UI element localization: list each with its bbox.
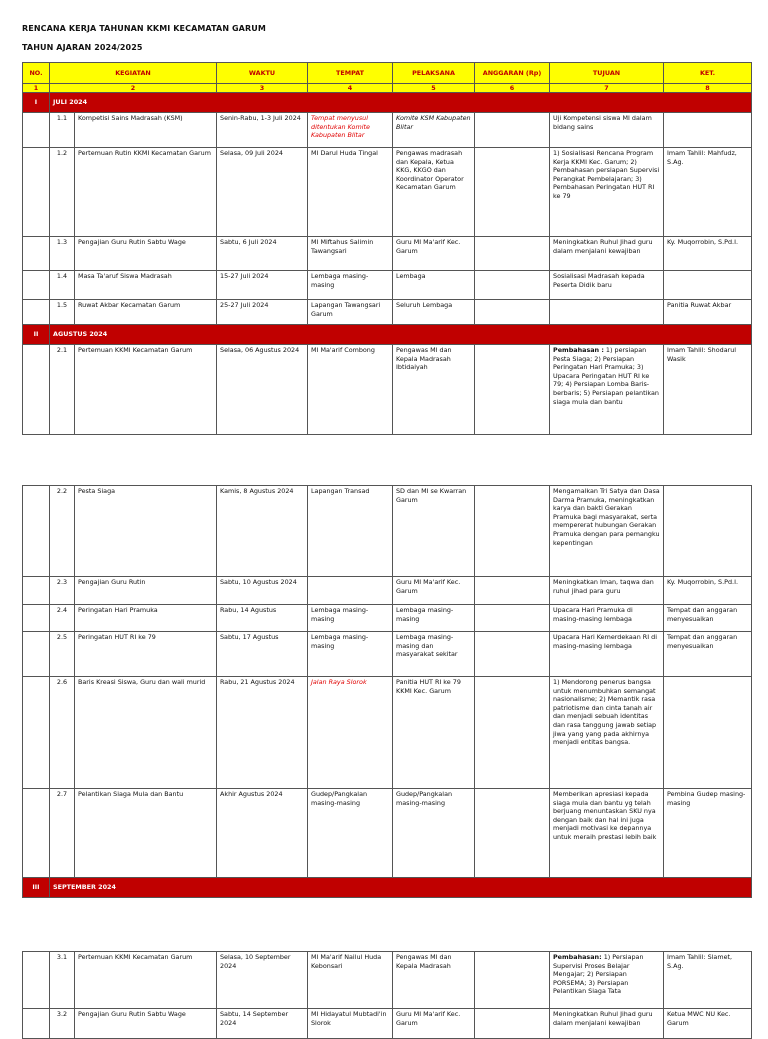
cell-kegiatan: Baris Kreasi Siswa, Guru dan wali murid [75, 677, 217, 789]
header-tujuan: TUJUAN [550, 63, 664, 84]
document-subtitle: TAHUN AJARAN 2024/2025 [22, 43, 143, 52]
cell-waktu: Rabu, 14 Agustus [217, 605, 308, 632]
cell-tujuan: 1) Sosialisasi Rencana Program Kerja KKMI Kec. Garum; 2) Pembahasan persiapan Supervisi Perangkat Pembelajaran; 3) Pembahasan Peringatan HUT RI ke 79 [550, 148, 664, 237]
cell-tujuan: Meningkatkan Ruhul Jihad guru dalam menjalani kewajiban [550, 237, 664, 271]
work-plan-table-page3 [22, 951, 752, 1039]
cell-kegiatan: Pengajian Guru Rutin [75, 577, 217, 605]
section-row-juli [23, 93, 752, 113]
cell-kegiatan: Pengajian Guru Rutin Sabtu Wage [75, 237, 217, 271]
cell-tempat: MI Ma'arif Combong [308, 345, 393, 435]
section-label: AGUSTUS 2024 [50, 325, 752, 345]
header-no: NO. [23, 63, 50, 84]
section-row-september [23, 878, 752, 898]
header-pelaksana: PELAKSANA [393, 63, 475, 84]
table-row [23, 789, 752, 878]
cell-ket [664, 113, 752, 148]
cell-ket: Panitia Ruwat Akbar [664, 300, 752, 325]
row-number: 1.2 [50, 148, 75, 237]
row-number: 3.2 [50, 1009, 75, 1039]
cell-tujuan [550, 952, 664, 1009]
section-number: I [23, 93, 50, 113]
cell-anggaran [475, 237, 550, 271]
table-row [23, 345, 752, 435]
cell-tujuan [550, 345, 664, 435]
cell-waktu: Rabu, 21 Agustus 2024 [217, 677, 308, 789]
cell-tempat: MI Darul Huda Tingal [308, 148, 393, 237]
table-row [23, 237, 752, 271]
cell-waktu: Selasa, 10 September 2024 [217, 952, 308, 1009]
document-title: RENCANA KERJA TAHUNAN KKMI KECAMATAN GARUM [22, 24, 266, 33]
cell-kegiatan: Pertemuan KKMI Kecamatan Garum [75, 952, 217, 1009]
cell-kegiatan: Pertemuan Rutin KKMI Kecamatan Garum [75, 148, 217, 237]
cell-tujuan: Sosialisasi Madrasah kepada Peserta Didik baru [550, 271, 664, 300]
work-plan-table-page1 [22, 62, 752, 435]
section-number: II [23, 325, 50, 345]
col-number: 5 [393, 84, 475, 93]
cell-waktu: Sabtu, 14 September 2024 [217, 1009, 308, 1039]
cell-waktu: 15-27 Juli 2024 [217, 271, 308, 300]
col-number: 1 [23, 84, 50, 93]
cell-pelaksana: Panitia HUT RI ke 79 KKMI Kec. Garum [393, 677, 475, 789]
cell-waktu: Sabtu, 6 Juli 2024 [217, 237, 308, 271]
cell-ket [664, 677, 752, 789]
cell-ket: Pembina Gudep masing-masing [664, 789, 752, 878]
cell-kegiatan: Pertemuan KKMI Kecamatan Garum [75, 345, 217, 435]
tujuan-label: Pembahasan : [553, 346, 604, 354]
col-number: 2 [50, 84, 217, 93]
header-anggaran: ANGGARAN (Rp) [475, 63, 550, 84]
cell-tempat: MI Hidayatul Mubtadi'in Slorok [308, 1009, 393, 1039]
cell-tempat: MI Miftahus Salimin Tawangsari [308, 237, 393, 271]
cell-waktu: Kamis, 8 Agustus 2024 [217, 486, 308, 577]
row-number: 1.1 [50, 113, 75, 148]
row-number: 2.2 [50, 486, 75, 577]
section-row-agustus [23, 325, 752, 345]
table-row [23, 632, 752, 677]
cell-ket: Imam Tahlil: Shodarul Wasik [664, 345, 752, 435]
cell-anggaran [475, 605, 550, 632]
cell-anggaran [475, 789, 550, 878]
cell-pelaksana: Seluruh Lembaga [393, 300, 475, 325]
table-row [23, 577, 752, 605]
row-number: 2.5 [50, 632, 75, 677]
cell-kegiatan: Masa Ta'aruf Siswa Madrasah [75, 271, 217, 300]
cell-tempat: Lembaga masing-masing [308, 605, 393, 632]
section-label: JULI 2024 [50, 93, 752, 113]
cell-kegiatan: Pelantikan Siaga Mula dan Bantu [75, 789, 217, 878]
cell-ket [664, 486, 752, 577]
cell-waktu: 25-27 Juli 2024 [217, 300, 308, 325]
table-row [23, 148, 752, 237]
header-kegiatan: KEGIATAN [50, 63, 217, 84]
cell-tujuan: Meningkatkan Iman, taqwa dan ruhul jihad para guru [550, 577, 664, 605]
cell-anggaran [475, 632, 550, 677]
table-row [23, 952, 752, 1009]
row-number: 1.5 [50, 300, 75, 325]
cell-tempat [308, 577, 393, 605]
cell-tujuan: 1) Mendorong penerus bangsa untuk menumbuhkan semangat nasionalisme; 2) Memantik rasa patriotisme dan cinta tanah air dan menjadi sebuah identitas dan rasa tanggung jawab setiap jiwa yang yang pada akhirnya menjadi entitas bangsa. [550, 677, 664, 789]
cell-ket: Ketua MWC NU Kec. Garum [664, 1009, 752, 1039]
cell-tempat: Gudep/Pangkalan masing-masing [308, 789, 393, 878]
cell-pelaksana: Pengawas MI dan Kepala Madrasah [393, 952, 475, 1009]
cell-waktu: Sabtu, 17 Agustus [217, 632, 308, 677]
table-row [23, 113, 752, 148]
cell-ket: Ky. Muqorrobin, S.Pd.I. [664, 577, 752, 605]
cell-pelaksana: Lembaga masing-masing dan masyarakat sekitar [393, 632, 475, 677]
col-number: 8 [664, 84, 752, 93]
cell-ket: Tempat dan anggaran menyesuaikan [664, 632, 752, 677]
cell-tujuan: Upacara Hari Kemerdekaan RI di masing-masing lembaga [550, 632, 664, 677]
cell-anggaran [475, 952, 550, 1009]
cell-pelaksana: Guru MI Ma'arif Kec. Garum [393, 237, 475, 271]
row-number: 2.4 [50, 605, 75, 632]
cell-ket [664, 271, 752, 300]
cell-kegiatan: Ruwat Akbar Kecamatan Garum [75, 300, 217, 325]
cell-anggaran [475, 577, 550, 605]
cell-tujuan [550, 300, 664, 325]
cell-tempat: MI Ma'arif Nailul Huda Kebonsari [308, 952, 393, 1009]
cell-tujuan: Memberikan apresiasi kepada siaga mula dan bantu yg telah berjuang menuntaskan SKU nya dengan baik dan hal ini juga menjadi motivasi ke depannya untuk meraih prestasi lebih baik [550, 789, 664, 878]
cell-waktu: Akhir Agustus 2024 [217, 789, 308, 878]
cell-tempat: Lembaga masing-masing [308, 271, 393, 300]
cell-anggaran [475, 677, 550, 789]
tujuan-text: 1) persiapan Pesta Siaga; 2) Persiapan Peringatan Hari Pramuka; 3) Upacara Peringatan HUT RI ke 79; 4) Persiapan Lomba Baris-berbaris; 5) Persiapan pelantikan siaga mula dan bantu [553, 346, 659, 406]
header-waktu: WAKTU [217, 63, 308, 84]
section-label: SEPTEMBER 2024 [50, 878, 752, 898]
cell-tempat: Jalan Raya Slorok [308, 677, 393, 789]
col-number: 7 [550, 84, 664, 93]
table-row [23, 486, 752, 577]
cell-kegiatan: Peringatan Hari Pramuka [75, 605, 217, 632]
col-number: 4 [308, 84, 393, 93]
cell-pelaksana: Gudep/Pangkalan masing-masing [393, 789, 475, 878]
cell-pelaksana: Pengawas madrasah dan Kepala, Ketua KKG, KKGO dan Koordinator Operator Kecamatan Garum [393, 148, 475, 237]
cell-tempat: Lembaga masing-masing [308, 632, 393, 677]
col-number: 3 [217, 84, 308, 93]
row-number: 3.1 [50, 952, 75, 1009]
cell-tujuan: Upacara Hari Pramuka di masing-masing lembaga [550, 605, 664, 632]
cell-anggaran [475, 113, 550, 148]
cell-ket: Imam Tahlil: Slamet, S.Ag. [664, 952, 752, 1009]
row-number: 1.4 [50, 271, 75, 300]
cell-anggaran [475, 300, 550, 325]
cell-tujuan: Meningkatkan Ruhul Jihad guru dalam menjalani kewajiban [550, 1009, 664, 1039]
row-number: 2.6 [50, 677, 75, 789]
row-number: 1.3 [50, 237, 75, 271]
table-row [23, 271, 752, 300]
cell-waktu: Selasa, 06 Agustus 2024 [217, 345, 308, 435]
cell-ket: Tempat dan anggaran menyesuaikan [664, 605, 752, 632]
cell-kegiatan: Kompetisi Sains Madrasah (KSM) [75, 113, 217, 148]
cell-tujuan: Mengamalkan Tri Satya dan Dasa Darma Pramuka, meningkatkan karya dan bakti Gerakan Pramuka bagi masyarakat, serta mempererat hubungan Gerakan Pramuka dengan para pemangku kepentingan [550, 486, 664, 577]
header-ket: KET. [664, 63, 752, 84]
header-row [23, 63, 752, 84]
cell-tempat: Lapangan Transad [308, 486, 393, 577]
cell-pelaksana: Guru MI Ma'arif Kec. Garum [393, 1009, 475, 1039]
cell-tempat: Lapangan Tawangsari Garum [308, 300, 393, 325]
cell-tempat: Tempat menyusul ditentukan Komite Kabupaten Blitar [308, 113, 393, 148]
col-number: 6 [475, 84, 550, 93]
cell-kegiatan: Pengajian Guru Rutin Sabtu Wage [75, 1009, 217, 1039]
cell-waktu: Senin-Rabu, 1-3 Juli 2024 [217, 113, 308, 148]
section-number: III [23, 878, 50, 898]
cell-anggaran [475, 486, 550, 577]
cell-anggaran [475, 271, 550, 300]
tujuan-text: 1) Persiapan Supervisi Proses Belajar Mengajar; 2) Persiapan PORSEMA; 3) Persiapan Pelantikan Siaga Tata [553, 953, 644, 996]
cell-ket: Ky. Muqorrobin, S.Pd.I. [664, 237, 752, 271]
row-number: 2.7 [50, 789, 75, 878]
cell-pelaksana: Pengawas MI dan Kepala Madrasah Ibtidaiyah [393, 345, 475, 435]
column-number-row [23, 84, 752, 93]
header-tempat: TEMPAT [308, 63, 393, 84]
cell-tujuan: Uji Kompetensi siswa MI dalam bidang sains [550, 113, 664, 148]
table-row [23, 605, 752, 632]
cell-pelaksana: Komite KSM Kabupaten Blitar [393, 113, 475, 148]
cell-waktu: Selasa, 09 Juli 2024 [217, 148, 308, 237]
cell-anggaran [475, 148, 550, 237]
cell-pelaksana: Guru MI Ma'arif Kec. Garum [393, 577, 475, 605]
tujuan-label: Pembahasan: [553, 953, 602, 961]
cell-anggaran [475, 345, 550, 435]
row-number: 2.1 [50, 345, 75, 435]
cell-pelaksana: SD dan MI se Kwarran Garum [393, 486, 475, 577]
cell-pelaksana: Lembaga [393, 271, 475, 300]
work-plan-table-page2 [22, 485, 752, 898]
cell-kegiatan: Peringatan HUT RI ke 79 [75, 632, 217, 677]
cell-waktu: Sabtu, 10 Agustus 2024 [217, 577, 308, 605]
cell-ket: Imam Tahlil: Mahfudz, S.Ag. [664, 148, 752, 237]
table-row [23, 300, 752, 325]
cell-pelaksana: Lembaga masing-masing [393, 605, 475, 632]
cell-kegiatan: Pesta Siaga [75, 486, 217, 577]
table-row [23, 677, 752, 789]
row-number: 2.3 [50, 577, 75, 605]
